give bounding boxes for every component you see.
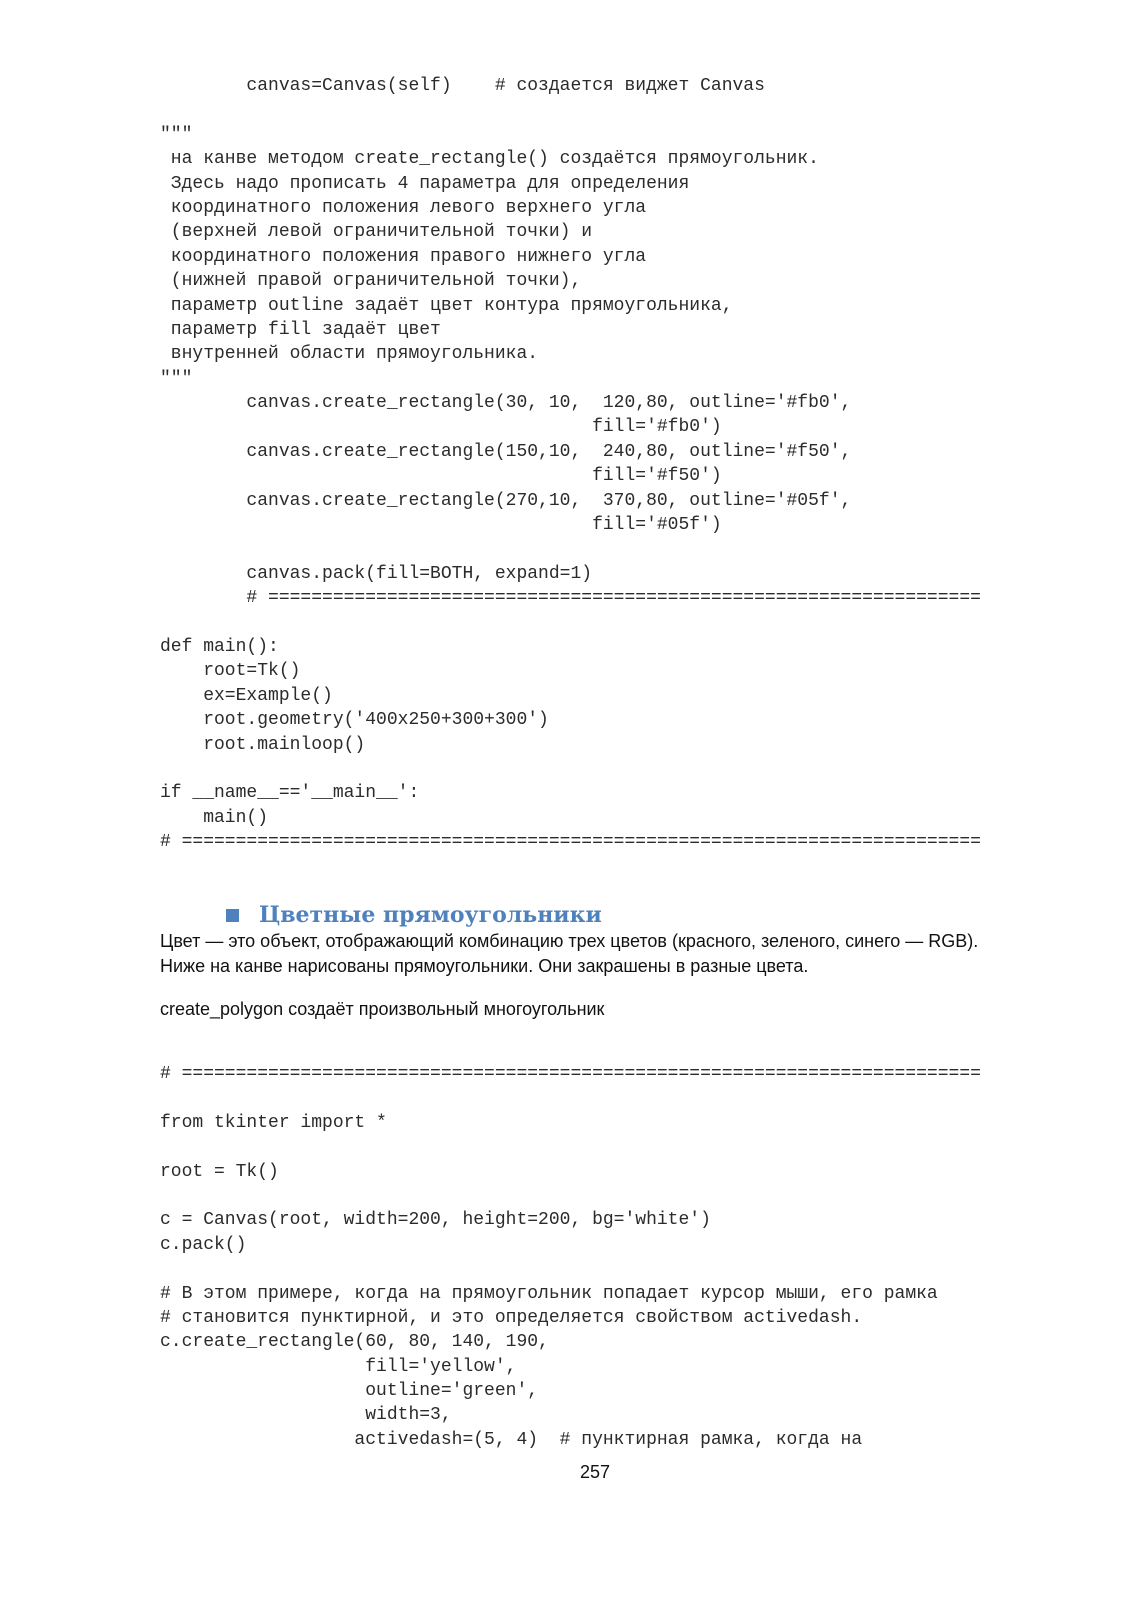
code-line: на канве методом create_rectangle() создаётся прямоугольник. — [160, 149, 819, 170]
code-line: width=3, — [160, 1405, 452, 1426]
code-line: root.mainloop() — [160, 734, 366, 755]
code-line: fill='#05f') — [160, 515, 722, 536]
square-bullet-icon — [226, 909, 239, 922]
section-heading — [226, 900, 602, 930]
code-line: c = Canvas(root, width=200, height=200, bg='white') — [160, 1210, 711, 1231]
code-line: """ — [160, 124, 193, 145]
code-line: def main(): — [160, 636, 279, 657]
code-block-2 — [160, 1062, 981, 1452]
code-line: координатного положения левого верхнего угла — [160, 197, 647, 218]
code-line: activedash=(5, 4) # пунктирная рамка, когда на — [160, 1429, 863, 1450]
code-line: (нижней правой ограничительной точки), — [160, 271, 582, 292]
section-heading-text: Цветные прямоугольники — [259, 902, 602, 928]
code-line: root.geometry('400x250+300+300') — [160, 710, 549, 731]
paragraph-line: Цвет — это объект, отображающий комбинацию трех цветов (красного, зеленого, синего — RGB). — [160, 931, 979, 951]
code-line: """ — [160, 368, 193, 389]
code-line — [160, 1135, 981, 1159]
code-line — [160, 757, 981, 781]
code-line: c.create_rectangle(60, 80, 140, 190, — [160, 1332, 549, 1353]
code-line — [160, 611, 981, 635]
code-line — [160, 98, 981, 122]
code-line: # ========================================================================== — [160, 832, 981, 853]
code-line: ex=Example() — [160, 685, 333, 706]
code-line — [160, 1086, 981, 1110]
code-line: canvas.pack(fill=BOTH, expand=1) — [160, 563, 593, 584]
polygon-note: create_polygon создаёт произвольный многоугольник — [160, 999, 605, 1019]
code-line: canvas=Canvas(self) # создается виджет Canvas — [160, 76, 765, 96]
code-line: root=Tk() — [160, 661, 301, 682]
code-line: (верхней левой ограничительной точки) и — [160, 222, 593, 243]
code-line: fill='#fb0') — [160, 417, 722, 438]
code-line: root = Tk() — [160, 1161, 279, 1182]
code-line: параметр outline задаёт цвет контура прямоугольника, — [160, 295, 733, 316]
code-line: # В этом примере, когда на прямоугольник попадает курсор мыши, его рамка — [160, 1283, 938, 1304]
code-line: # ========================================================================== — [160, 1064, 981, 1084]
code-line — [160, 537, 981, 561]
code-line: outline='green', — [160, 1381, 539, 1402]
code-line: canvas.create_rectangle(270,10, 370,80, outline='#05f', — [160, 490, 852, 511]
code-line: внутренней области прямоугольника. — [160, 344, 539, 365]
code-line: параметр fill задаёт цвет — [160, 319, 441, 340]
code-line — [160, 1184, 981, 1208]
code-line: координатного положения правого нижнего угла — [160, 246, 647, 267]
code-line: Здесь надо прописать 4 параметра для определения — [160, 173, 690, 194]
code-line: fill='yellow', — [160, 1356, 517, 1377]
code-block-1 — [160, 74, 981, 855]
code-line: canvas.create_rectangle(150,10, 240,80, outline='#f50', — [160, 441, 852, 462]
code-line: main() — [160, 807, 269, 828]
paragraph-line: Ниже на канве нарисованы прямоугольники. Они закрашены в разные цвета. — [160, 956, 809, 976]
code-line: fill='#f50') — [160, 466, 722, 487]
code-line: from tkinter import * — [160, 1112, 387, 1133]
code-line: c.pack() — [160, 1234, 247, 1255]
page-number: 257 — [579, 1462, 611, 1482]
code-line: canvas.create_rectangle(30, 10, 120,80, outline='#fb0', — [160, 393, 852, 414]
code-line: # ================================================================== — [160, 588, 981, 609]
code-line — [160, 1257, 981, 1281]
code-line: # становится пунктирной, и это определяется свойством activedash. — [160, 1307, 863, 1328]
code-line: if __name__=='__main__': — [160, 783, 420, 804]
